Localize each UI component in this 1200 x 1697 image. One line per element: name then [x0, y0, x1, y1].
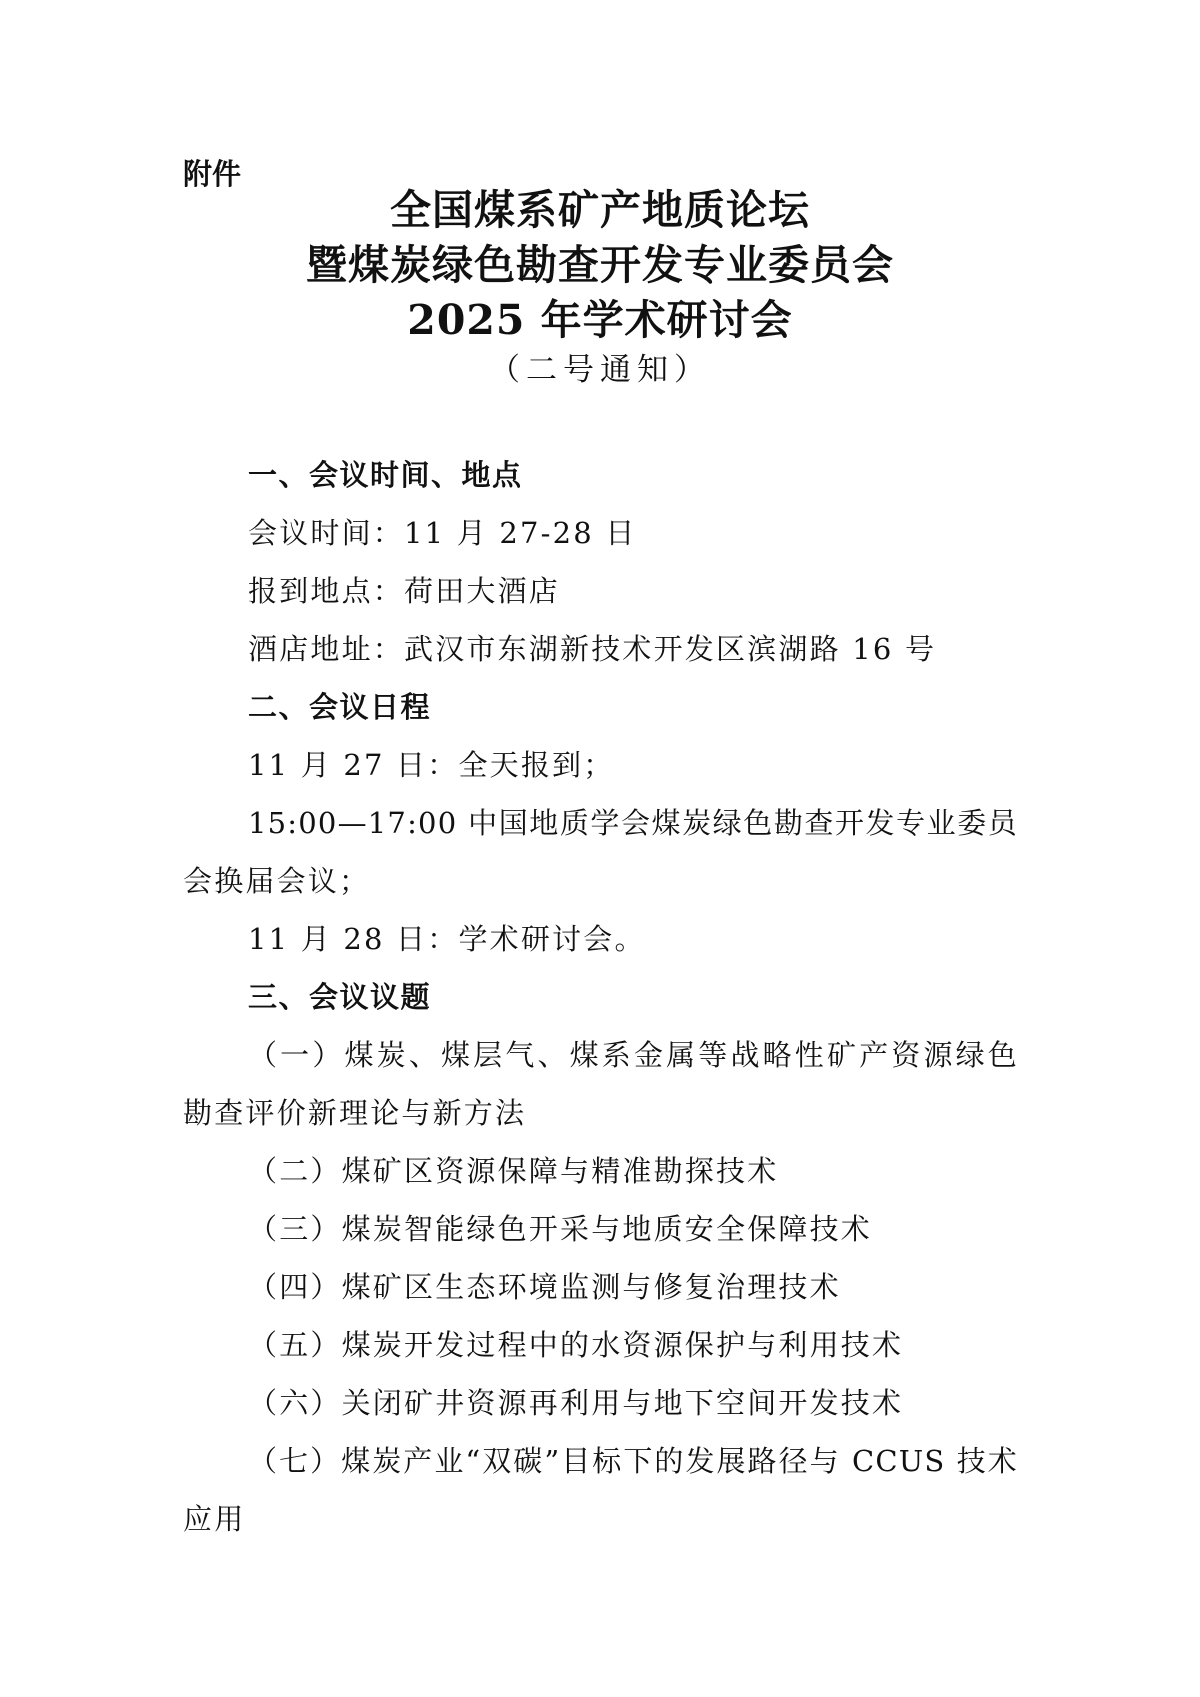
check-in-venue: 报到地点：荷田大酒店 [248, 574, 561, 608]
topic-7-cont: 应用 [183, 1502, 246, 1536]
schedule-day-2: 11 月 28 日：学术研讨会。 [248, 922, 646, 956]
topic-6: （六）关闭矿井资源再利用与地下空间开发技术 [248, 1386, 904, 1420]
topic-7: （七）煤炭产业“双碳”目标下的发展路径与 CCUS 技术 [248, 1444, 1018, 1478]
schedule-committee-meeting: 15:00—17:00 中国地质学会煤炭绿色勘查开发专业委员 [248, 806, 1018, 840]
schedule-committee-meeting-cont: 会换届会议； [183, 864, 371, 898]
document-title [150, 183, 1050, 348]
section-1-heading: 一、会议时间、地点 [248, 458, 523, 492]
topic-2: （二）煤矿区资源保障与精准勘探技术 [248, 1154, 779, 1188]
title-line-1: 全国煤系矿产地质论坛 [390, 186, 810, 234]
section-3-heading: 三、会议议题 [248, 980, 432, 1014]
title-line-3: 2025 年学术研讨会 [407, 296, 793, 344]
title-line-2: 暨煤炭绿色勘查开发专业委员会 [306, 241, 894, 289]
section-2-heading: 二、会议日程 [248, 690, 432, 724]
schedule-day-1: 11 月 27 日：全天报到； [248, 748, 615, 782]
topic-5: （五）煤炭开发过程中的水资源保护与利用技术 [248, 1328, 904, 1362]
notice-number: （二号通知） [489, 352, 711, 388]
hotel-address: 酒店地址：武汉市东湖新技术开发区滨湖路 16 号 [248, 632, 937, 666]
meeting-time: 会议时间：11 月 27-28 日 [248, 516, 637, 550]
topic-1: （一）煤炭、煤层气、煤系金属等战略性矿产资源绿色 [248, 1038, 1018, 1072]
topic-1-cont: 勘查评价新理论与新方法 [183, 1096, 527, 1130]
topic-4: （四）煤矿区生态环境监测与修复治理技术 [248, 1270, 841, 1304]
attachment-label: 附件 [183, 157, 242, 191]
topic-3: （三）煤炭智能绿色开采与地质安全保障技术 [248, 1212, 873, 1246]
